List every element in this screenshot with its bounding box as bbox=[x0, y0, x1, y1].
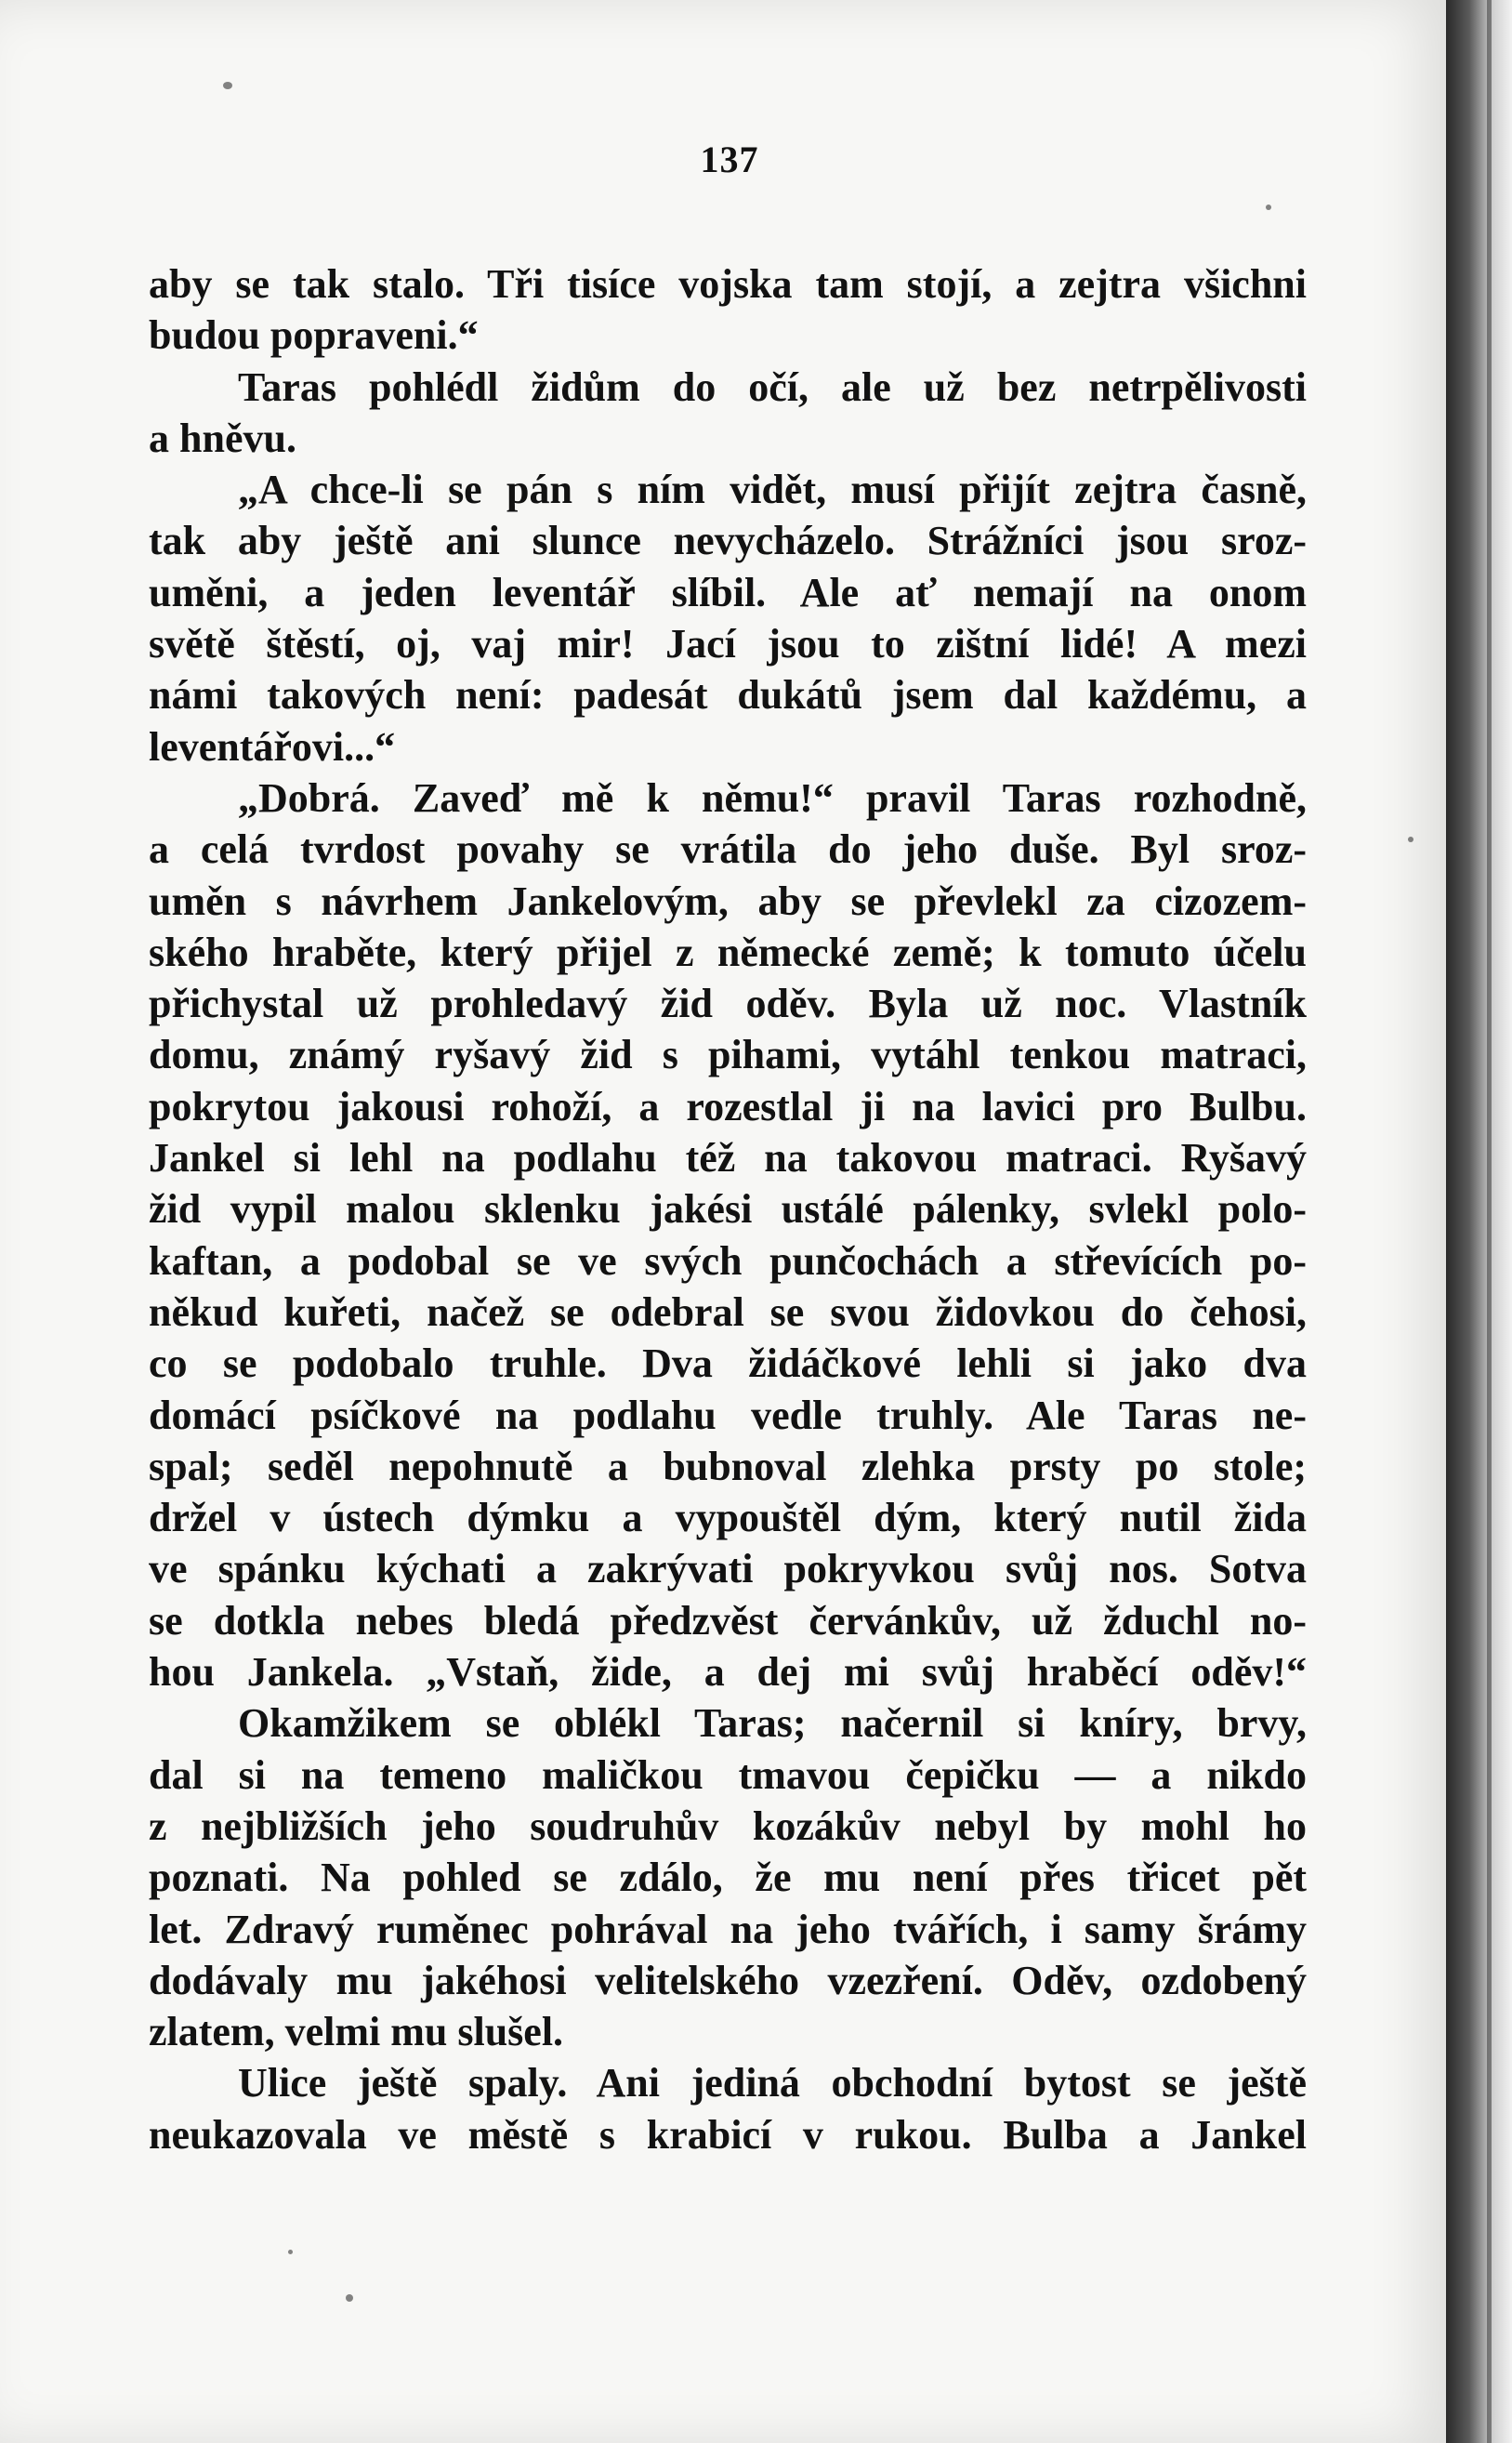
text-line: kaftan, a podobal se ve svých punčochách a střevících po- bbox=[149, 1237, 1307, 1284]
text-line: světě štěstí, oj, vaj mir! Jací jsou to zištní lidé! A mezi bbox=[149, 621, 1307, 667]
text-line: zlatem, velmi mu slušel. bbox=[149, 2009, 564, 2055]
text-line: ve spánku kýchati a zakrývati pokryvkou svůj nos. Sotva bbox=[149, 1546, 1307, 1592]
text-line: „Dobrá. Zaveď mě k němu!“ pravil Taras rozhodně, bbox=[238, 774, 1307, 821]
body-text bbox=[149, 258, 1307, 2160]
text-line: dodávaly mu jakéhosi velitelského vzezření. Oděv, ozdobený bbox=[149, 1957, 1307, 2003]
text-line: „A chce-li se pán s ním vidět, musí přijít zejtra časně, bbox=[238, 467, 1307, 513]
text-line: Jankel si lehl na podlahu též na takovou matraci. Ryšavý bbox=[149, 1135, 1307, 1182]
text-line: tak aby ještě ani slunce nevycházelo. Strážníci jsou sroz- bbox=[149, 518, 1307, 564]
print-speck bbox=[223, 82, 232, 89]
text-line: námi takových není: padesát dukátů jsem dal každému, a bbox=[149, 672, 1307, 719]
text-line: a hněvu. bbox=[149, 415, 296, 461]
text-line: někud kuřeti, načež se odebral se svou židovkou do čehosi, bbox=[149, 1288, 1307, 1335]
page-number: 137 bbox=[700, 139, 759, 180]
text-line: pokrytou jakousi rohoží, a rozestlal ji na lavici pro Bulbu. bbox=[149, 1083, 1307, 1129]
text-line: se dotkla nebes bledá předzvěst červánkův, už žduchl no- bbox=[149, 1597, 1307, 1644]
text-line: domácí psíčkové na podlahu vedle truhly. Ale Taras ne- bbox=[149, 1392, 1307, 1438]
text-line: držel v ústech dýmku a vypouštěl dým, který nutil žida bbox=[149, 1495, 1307, 1541]
print-speck bbox=[288, 2250, 293, 2254]
print-speck bbox=[1266, 205, 1271, 210]
print-speck bbox=[1408, 837, 1413, 842]
text-line: let. Zdravý ruměnec pohrával na jeho tvářích, i samy šrámy bbox=[149, 1906, 1307, 1952]
text-line: Ulice ještě spaly. Ani jediná obchodní bytost se ještě bbox=[238, 2060, 1307, 2106]
text-line: poznati. Na pohled se zdálo, že mu není přes třicet pět bbox=[149, 1855, 1307, 1901]
page-edge-shadow bbox=[1446, 0, 1512, 2443]
text-line: hou Jankela. „Vstaň, žide, a dej mi svůj hraběcí oděv!“ bbox=[149, 1649, 1307, 1696]
text-line: co se podobalo truhle. Dva židáčkové lehli si jako dva bbox=[149, 1340, 1307, 1387]
text-line: a celá tvrdost povahy se vrátila do jeho duše. Byl sroz- bbox=[149, 826, 1307, 873]
text-line: uměni, a jeden leventář slíbil. Ale ať nemají na onom bbox=[149, 569, 1307, 615]
text-line: budou popraveni.“ bbox=[149, 312, 479, 359]
print-speck bbox=[346, 2294, 353, 2302]
page-edge-stripe bbox=[1487, 0, 1492, 2443]
text-line: dal si na temeno maličkou tmavou čepičku — a nikdo bbox=[149, 1751, 1307, 1798]
text-line: Okamžikem se oblékl Taras; načernil si kníry, brvy, bbox=[238, 1700, 1307, 1747]
text-line: neukazovala ve městě s krabicí v rukou. Bulba a Jankel bbox=[149, 2111, 1307, 2158]
text-line: domu, známý ryšavý žid s pihami, vytáhl tenkou matraci, bbox=[149, 1032, 1307, 1078]
text-line: Taras pohlédl židům do očí, ale už bez netrpělivosti bbox=[238, 363, 1307, 410]
text-line: aby se tak stalo. Tři tisíce vojska tam stojí, a zejtra všichni bbox=[149, 261, 1307, 307]
text-line: uměn s návrhem Jankelovým, aby se převlekl za cizozem- bbox=[149, 878, 1307, 924]
text-line: z nejbližších jeho soudruhův kozákův nebyl by mohl ho bbox=[149, 1803, 1307, 1849]
text-line: spal; seděl nepohnutě a bubnoval zlehka prsty po stole; bbox=[149, 1443, 1307, 1489]
text-line: přichystal už prohledavý žid oděv. Byla už noc. Vlastník bbox=[149, 981, 1307, 1027]
text-line: žid vypil malou sklenku jakési ustálé pálenky, svlekl polo- bbox=[149, 1186, 1307, 1233]
text-line: ského hraběte, který přijel z německé země; k tomuto účelu bbox=[149, 929, 1307, 975]
text-line: leventářovi...“ bbox=[149, 723, 396, 770]
